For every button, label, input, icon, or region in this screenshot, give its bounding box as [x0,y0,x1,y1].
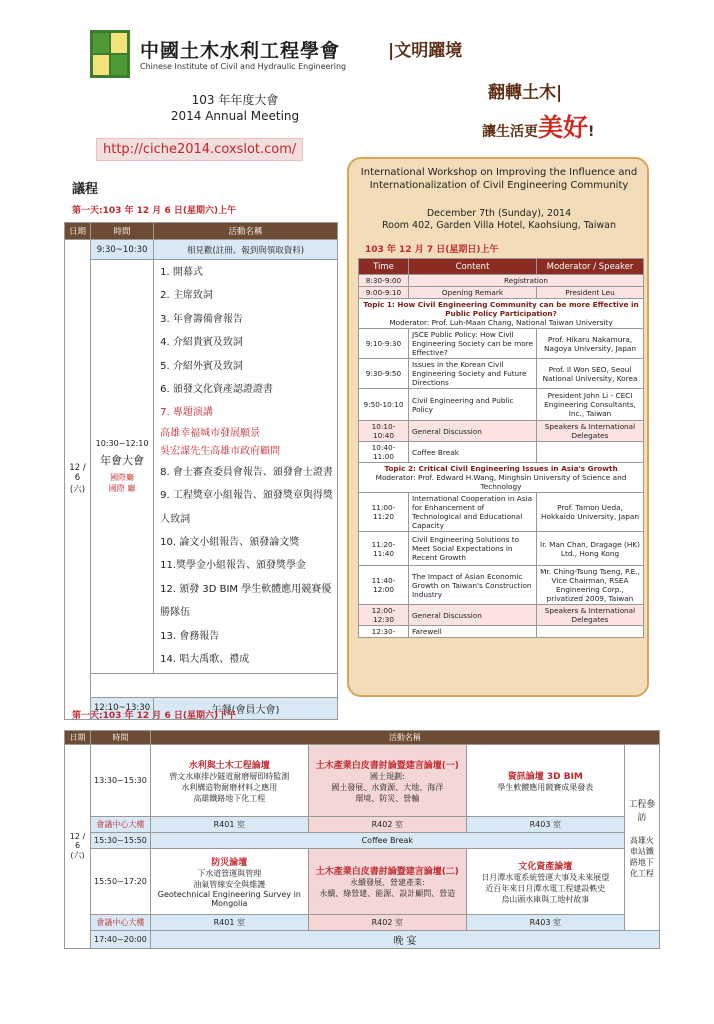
workshop-title: International Workshop on Improving the Influence and Internationalization of Civil Engineering Community [360,167,638,191]
institute-logo [90,30,130,78]
pm-agenda-table: 日期 時間 活動名稱 12 / 6 (六) 13:30~15:30 水利與土木工程論壇 曾文水庫排沙隧道耐磨層即時監測 水利構造物耐磨材料之應用 高雄鐵路地下化工程 土木產業白皮書討論暨建言論壇(一) 國土規劃: 國土發展、水資源、大地、海洋 環境、防災、營輸 資訊論壇 3D BIM 學生軟體應用競賽成果發表 工程參訪 高雄火車站鐵路地下化工程 會議中心大樓 R401 室 R402 室 R403 室 15:30~15:50 Coffee Break 15:50~17:20 防災論壇 下水道營運與管理 油氣管線安全與維護 Geotechnical Engineering Survey in Mongolia 土木產業白皮書討論暨建言論壇(二) 永續發展、營建產業: 永續、綠營建、能源、設計顧問、營造 文化資產論壇 日月潭水電系統營運大事及未來展望 近百年來日月潭水電工程建設軼史 烏山頭水庫與工地村故事 會議中心大樓 R401 室 R402 室 R403 室 17:40~20:00 晚 宴 [64,730,660,949]
date-cell: 12 / 6 (六) [65,240,91,720]
workshop-details: December 7th (Sunday), 2014 Room 402, Garden Villa Hotel, Kaohsiung, Taiwan [381,208,617,231]
lunch-time: 12:10~13:30 [91,697,154,719]
topic1: Topic 1: How Civil Engineering Community can be more Effective in Public Policy Participation? Moderator: Prof. Luh-Maan Chang, National Taiwan University [359,299,644,329]
plenary-cell: 10:30~12:10 年會大會 國際廳 國際 廳 [91,260,154,674]
activity-cell: 相見歡(註冊、報到與領取資料) [154,240,338,260]
col-date: 日期 [65,223,91,240]
am-agenda-table [64,222,338,720]
workshop-day: 103 年 12 月 7 日(星期日)上午 [365,245,499,255]
topic2: Topic 2: Critical Civil Engineering Issues in Asia's Growth Moderator: Prof. Edward H.Wang, Minghsin University of Science and Technology [359,463,644,493]
day1-pm-header: 第一天:103 年 12 月 6 日(星期六)下午 [72,711,237,721]
lunch-cell: 午餐(會員大會) [154,697,338,719]
session-heritage: 文化資產論壇 日月潭水電系統營運大事及未來展望 近百年來日月潭水電工程建設軼史 烏山頭水庫與工地村故事 [466,849,624,915]
session-disaster: 防災論壇 下水道營運與管理 油氣管線安全與維護 Geotechnical Engineering Survey in Mongolia [150,849,308,915]
session-whitepaper-1: 土木產業白皮書討論暨建言論壇(一) 國土規劃: 國土發展、水資源、大地、海洋 環境、防災、營輸 [308,745,466,817]
slogan-line-3: 讓生活更美好! [482,113,595,142]
day1-am-header: 第一天:103 年 12 月 6 日(星期六)上午 [72,206,237,216]
time-cell: 9:30~10:30 [91,240,154,260]
col-activity: 活動名稱 [154,223,338,240]
program-list: 1. 開幕式 2. 主席致詞 3. 年會籌備會報告 4. 介紹貴賓及致詞 5. 介紹外賓及致詞 6. 頒發文化資產認證證書 7. 專題演講 高雄幸福城市發展願景 吳宏謀先生高雄市政府顧問 8. 會士審查委員會報告、頒發會士證書 9. 工程獎章小組報告、頒發獎章與得獎人致詞 10. 論文小組報告、頒發論文獎 11.獎學金小組報告、頒發獎學金 12. 頒發 3D BIM 學生軟體應用競賽優勝隊伍 13. 會務報告 14. 唱大禹歌、禮成 [154,260,338,674]
org-name-cn: 中國土木水利工程學會 [140,40,341,62]
org-name-en: Chinese Institute of Civil and Hydraulic Engineering [140,62,347,71]
slogan-line-1: |文明躍境 [388,41,463,61]
slogan-line-2: 翻轉土木| [488,83,563,103]
website-link[interactable]: http://ciche2014.coxslot.com/ [96,138,303,161]
session-whitepaper-2: 土木產業白皮書討論暨建言論壇(二) 永續發展、營建產業: 永續、綠營建、能源、設計顧問、營造 [308,849,466,915]
agenda-title: 議程 [72,182,99,197]
meeting-title: 103 年年度大會 2014 Annual Meeting [170,93,300,123]
session-water: 水利與土木工程論壇 曾文水庫排沙隧道耐磨層即時監測 水利構造物耐磨材料之應用 高雄鐵路地下化工程 [150,745,308,817]
banquet: 晚 宴 [150,931,659,949]
site-visit: 工程參訪 高雄火車站鐵路地下化工程 [624,745,659,931]
session-bim: 資訊論壇 3D BIM 學生軟體應用競賽成果發表 [466,745,624,817]
workshop-table: Time Content Moderator / Speaker 8:30-9:00 Registration 9:00-9:10 Opening Remark President Leu Topic 1: How Civil Engineering Community can be more Effective in Public Policy Participation? Moderator: Prof. Luh-Maan Chang, National Taiwan University 9:10-9:30 JSCE Public Policy: How Civil Engineering Society can be more Effective? Prof. Hikaru Nakamura, Nagoya University, Japan 9:30-9:50 Issues in the Korean Civil Engineering Society and Future Directions Prof. Il Won SEO, Seoul National University, Korea 9:50-10:10 Civil Engineering and Public Policy President John Li - CECI Engineering Consultants, Inc., Taiwan 10:10-10:40 General Discussion Speakers & International Delegates 10:40-11:00 Coffee Break Topic 2: Critical Civil Engineering Issues in Asia's Growth Moderator: Prof. Edward H.Wang, Minghsin University of Science and Technology 11:00-11:20 International Cooperation in Asia for Enhancement of Technological and Educational Capacity Prof. Tamon Ueda, Hokkaido University, Japan 11:20-11:40 Civil Engineering Solutions to Meet Social Expectations in Recent Growth Ir. Man Chan, Dragage (HK) Ltd., Hong Kong 11:40-12:00 The Impact of Asian Economic Growth on Taiwan's Construction Industry Mr. Ching-Tsung Tseng, P.E., Vice Chairman, RSEA Engineering Corp., privatized 2009, Taiwan 12:00-12:30 General Discussion Speakers & International Delegates 12:30- Farewell [358,258,644,638]
col-time: 時間 [91,223,154,240]
